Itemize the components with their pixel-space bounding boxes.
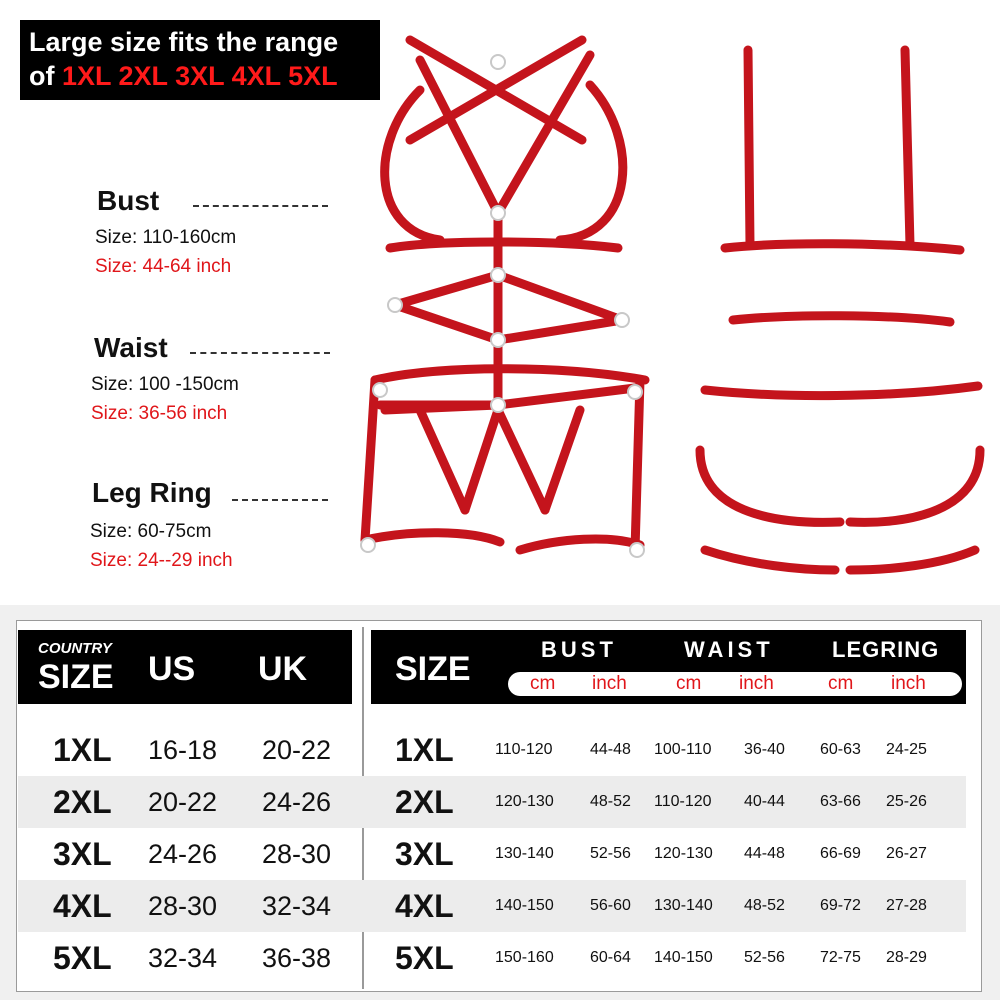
waist-cm-cell: 110-120 [654, 793, 712, 810]
waist-cm-cell: 130-140 [654, 897, 713, 914]
us-cell: 16-18 [148, 735, 218, 765]
size-chart-area [0, 605, 1000, 1000]
size-chart-header-left [18, 630, 352, 704]
bust-inch-cell: 52-56 [590, 845, 631, 862]
bust-inch-cell: 44-48 [590, 741, 631, 758]
uk-cell: 28-30 [262, 839, 332, 869]
banner-prefix: of [29, 61, 62, 91]
measure-cm: Size: 100 -150cm [91, 374, 239, 395]
size-cell-right: 2XL [395, 784, 454, 820]
bust-cm-cell: 110-120 [495, 741, 553, 758]
leg-inch-cell: 27-28 [886, 897, 927, 914]
measure-inch: Size: 36-56 inch [91, 403, 228, 424]
measure-cm: Size: 60-75cm [90, 521, 212, 542]
us-cell: 24-26 [148, 839, 218, 869]
bust-inch-cell: 56-60 [590, 897, 631, 914]
measure-inch: Size: 24--29 inch [90, 550, 233, 571]
measure-title: Leg Ring [92, 477, 212, 508]
bust-cm-cell: 130-140 [495, 845, 554, 862]
uk-cell: 24-26 [262, 787, 332, 817]
waist-cm-cell: 100-110 [654, 741, 712, 758]
leg-cm-cell: 60-63 [820, 741, 861, 758]
table-row [18, 932, 966, 984]
bust-inch-cell: 60-64 [590, 949, 631, 966]
header-uk: UK [258, 650, 308, 688]
size-cell: 2XL [53, 784, 112, 820]
measure-title: Waist [94, 332, 168, 363]
waist-cm-cell: 140-150 [654, 949, 713, 966]
unit-label: cm [676, 673, 702, 694]
bust-inch-cell: 48-52 [590, 793, 631, 810]
dashed-line [190, 352, 330, 354]
table-row [18, 776, 966, 828]
table-row [18, 724, 966, 776]
unit-label: cm [828, 673, 854, 694]
unit-bar [508, 672, 962, 696]
leg-inch-cell: 25-26 [886, 793, 927, 810]
uk-cell: 32-34 [262, 891, 332, 921]
unit-label: inch [592, 673, 627, 694]
size-cell: 5XL [53, 940, 112, 976]
uk-cell: 20-22 [262, 735, 332, 765]
us-cell: 32-34 [148, 943, 218, 973]
size-cell: 1XL [53, 732, 112, 768]
header-waist: WAIST [684, 637, 774, 662]
size-cell-right: 1XL [395, 732, 454, 768]
banner-line-1: Large size fits the range [29, 27, 339, 57]
waist-inch-cell: 36-40 [744, 741, 785, 758]
harness-back [700, 50, 980, 570]
waist-inch-cell: 48-52 [744, 897, 785, 914]
leg-inch-cell: 24-25 [886, 741, 927, 758]
header-size: SIZE [38, 658, 114, 696]
harness-illustration [350, 30, 990, 590]
measure-title: Bust [97, 185, 160, 216]
waist-inch-cell: 44-48 [744, 845, 785, 862]
uk-cell: 36-38 [262, 943, 332, 973]
bust-cm-cell: 140-150 [495, 897, 554, 914]
dashed-line [193, 205, 328, 207]
waist-inch-cell: 40-44 [744, 793, 785, 810]
size-range-banner [20, 20, 380, 100]
bust-cm-cell: 120-130 [495, 793, 554, 810]
leg-cm-cell: 69-72 [820, 897, 861, 914]
us-cell: 28-30 [148, 891, 218, 921]
size-cell-right: 5XL [395, 940, 454, 976]
leg-cm-cell: 63-66 [820, 793, 861, 810]
table-row [18, 880, 966, 932]
banner-line-2 [29, 59, 380, 93]
size-cell-right: 3XL [395, 836, 454, 872]
waist-inch-cell: 52-56 [744, 949, 785, 966]
header-size-right: SIZE [395, 650, 471, 688]
leg-inch-cell: 26-27 [886, 845, 927, 862]
measure-cm: Size: 110-160cm [95, 227, 237, 248]
waist-cm-cell: 120-130 [654, 845, 713, 862]
unit-label: inch [739, 673, 774, 694]
leg-cm-cell: 66-69 [820, 845, 861, 862]
bust-cm-cell: 150-160 [495, 949, 554, 966]
unit-label: cm [530, 673, 556, 694]
leg-cm-cell: 72-75 [820, 949, 861, 966]
size-cell: 4XL [53, 888, 112, 924]
size-chart-header-right [371, 630, 966, 704]
banner-sizes: 1XL 2XL 3XL 4XL 5XL [62, 61, 338, 91]
dashed-line [232, 499, 328, 501]
leg-inch-cell: 28-29 [886, 949, 927, 966]
table-row [18, 828, 966, 880]
header-us: US [148, 650, 196, 688]
size-cell-right: 4XL [395, 888, 454, 924]
header-legring: LEGRING [832, 637, 940, 662]
header-bust: BUST [541, 637, 617, 662]
size-cell: 3XL [53, 836, 112, 872]
unit-label: inch [891, 673, 926, 694]
measure-inch: Size: 44-64 inch [95, 256, 232, 277]
header-country: COUNTRY [38, 640, 112, 657]
harness-front [365, 40, 645, 550]
us-cell: 20-22 [148, 787, 218, 817]
